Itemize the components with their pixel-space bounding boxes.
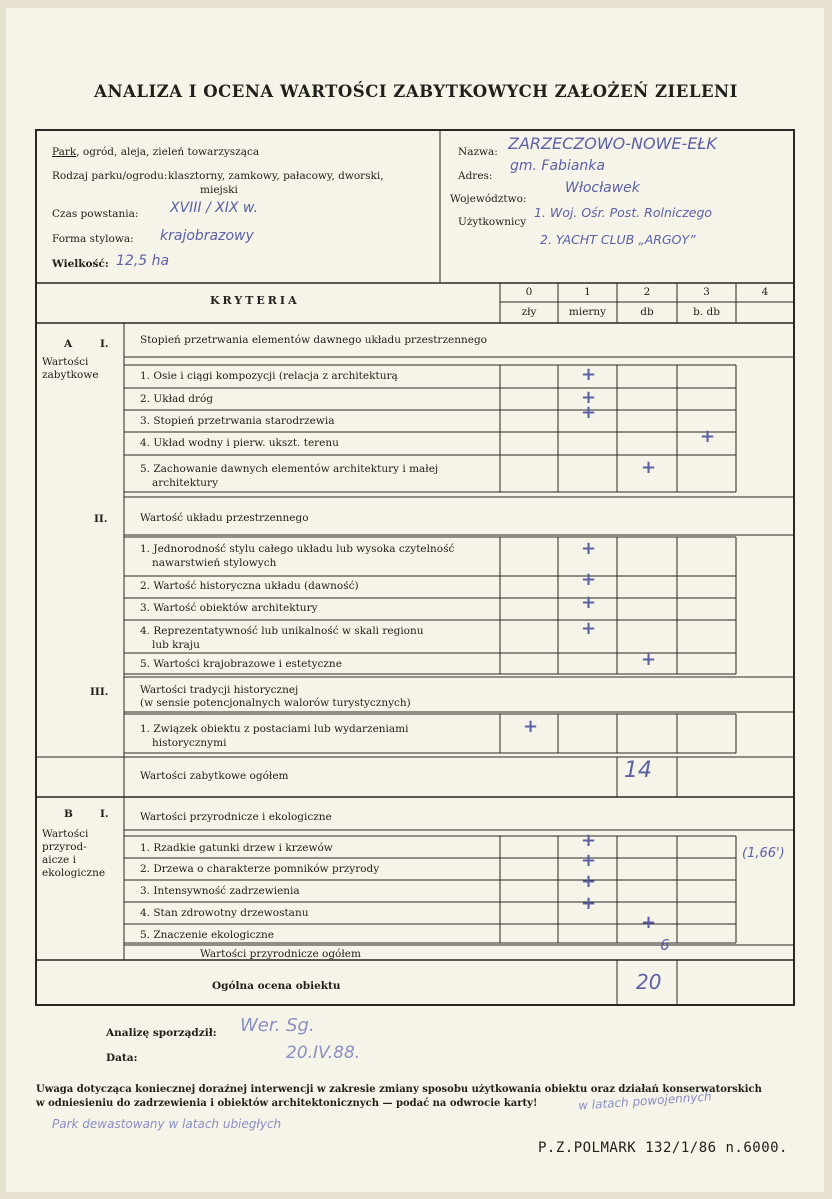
form-title: ANALIZA I OCENA WARTOŚCI ZABYTKOWYCH ZAŁOŻEŃ ZIELENI	[94, 82, 738, 101]
col-2-label: db	[640, 306, 654, 318]
mark-a-ii-1: +	[581, 538, 597, 559]
section-b-name-2: przyrod-	[42, 841, 87, 853]
uwaga-line-1: Uwaga dotycząca koniecznej doraźnej interwencji w zakresie zmiany sposobu użytkowania obiektu oraz działań konserwatorskich	[36, 1084, 762, 1095]
group-b-i: Wartości przyrodnicze i ekologiczne	[140, 811, 332, 823]
czas-value: XVIII / XIX w.	[170, 200, 258, 216]
section-a-name-1: Wartości	[42, 356, 89, 368]
row-a-i-5: 5. Zachowanie dawnych elementów architektury i małej	[140, 463, 439, 475]
mark-b-5: +	[641, 912, 657, 933]
row-a-ii-4b: lub kraju	[152, 639, 200, 651]
overall-value: 20	[636, 970, 662, 994]
col-3-label: b. db	[693, 306, 720, 318]
print-code: P.Z.POLMARK 132/1/86 n.6000.	[537, 1140, 788, 1156]
row-b-2: 2. Drzewa o charakterze pomników przyrody	[140, 863, 380, 875]
row-b-4: 4. Stan zdrowotny drzewostanu	[140, 907, 309, 919]
nazwa-label: Nazwa:	[458, 146, 498, 158]
adres-value: gm. Fabianka	[510, 158, 605, 174]
row-a-ii-1a: 1. Jednorodność stylu całego układu lub wysoka czytelność	[140, 543, 455, 555]
adres-label: Adres:	[458, 170, 493, 182]
mark-a-i-3: +	[581, 402, 597, 423]
nazwa-value: ZARZECZOWO-NOWE-EŁK	[508, 134, 717, 153]
mark-a-ii-3: +	[581, 592, 597, 613]
total-a-value: 14	[624, 758, 652, 783]
uzytkownicy-value-1: 1. Woj. Ośr. Post. Rolniczego	[534, 205, 713, 220]
row-a-iii-1a: 1. Związek obiektu z postaciami lub wydarzeniami	[140, 723, 409, 735]
total-b-value: 6	[660, 936, 670, 954]
mark-a-ii-5: +	[641, 649, 657, 670]
section-b-name-4: ekologiczne	[42, 867, 106, 879]
uzytkownicy-label: Użytkownicy	[458, 216, 527, 228]
section-b-letter: B	[64, 808, 73, 820]
uwaga-line-2: w odniesieniu do zadrzewienia i obiektów architektonicznych — podać na odwrocie karty!	[36, 1098, 538, 1109]
mark-a-i-4: +	[700, 426, 716, 447]
wielkosc-label: Wielkość:	[52, 258, 109, 270]
group-a-ii: Wartość układu przestrzennego	[140, 512, 309, 524]
wielkosc-value: 12,5 ha	[116, 253, 170, 269]
section-b-name-3: aicze i	[42, 854, 76, 866]
park-type-line: Park, ogród, aleja, zieleń towarzysząca	[52, 146, 260, 158]
row-a-ii-5: 5. Wartości krajobrazowe i estetyczne	[140, 658, 342, 670]
row-b-1: 1. Rzadkie gatunki drzew i krzewów	[140, 842, 333, 854]
col-2-num: 2	[643, 286, 651, 298]
col-3-num: 3	[703, 286, 710, 298]
overall-label: Ogólna ocena obiektu	[212, 980, 341, 992]
section-a-letter: A	[64, 338, 73, 350]
row-a-ii-4a: 4. Reprezentatywność lub unikalność w skali regionu	[140, 625, 424, 637]
mark-b-4: +	[581, 893, 597, 914]
analiza-signature: Wer. Sg.	[240, 1015, 315, 1036]
mark-a-ii-4: +	[581, 618, 597, 639]
kryteria-header: KRYTERIA	[210, 294, 300, 307]
rodzaj-value-2: miejski	[200, 184, 238, 196]
wojewodztwo-value: Włocławek	[565, 180, 640, 196]
row-a-i-3: 3. Stopień przetrwania starodrzewia	[140, 415, 335, 427]
czas-label: Czas powstania:	[52, 208, 139, 220]
total-a-label: Wartości zabytkowe ogółem	[140, 770, 289, 782]
section-a-roman-1: I.	[100, 338, 109, 350]
row-b-5: 5. Znaczenie ekologiczne	[140, 929, 275, 941]
col-4-num: 4	[761, 286, 769, 298]
col-0-label: zły	[521, 306, 537, 318]
row-b-3: 3. Intensywność zadrzewienia	[140, 885, 300, 897]
wojewodztwo-label: Województwo:	[450, 193, 527, 205]
section-a-roman-3: III.	[90, 686, 109, 698]
mark-b-1: +	[581, 830, 597, 851]
hand-note-2: Park dewastowany w latach ubiegłych	[52, 1117, 282, 1131]
row-a-ii-2: 2. Wartość historyczna układu (dawność)	[140, 580, 359, 592]
side-note: (1,66')	[742, 846, 785, 861]
group-a-iii-a: Wartości tradycji historycznej	[140, 684, 299, 696]
mark-a-iii-1: +	[523, 716, 539, 737]
row-a-i-2: 2. Układ dróg	[140, 393, 214, 405]
forma-value: krajobrazowy	[160, 228, 254, 244]
row-a-ii-1b: nawarstwień stylowych	[152, 557, 277, 569]
row-a-i-4: 4. Układ wodny i pierw. ukszt. terenu	[140, 437, 339, 449]
mark-b-3: +	[581, 871, 597, 892]
hand-note-1: w latach powojennych	[577, 1089, 713, 1113]
data-label: Data:	[106, 1052, 138, 1064]
section-b-roman-1: I.	[100, 808, 109, 820]
mark-b-2: +	[581, 850, 597, 871]
col-1-label: mierny	[568, 306, 607, 318]
mark-a-ii-2: +	[581, 569, 597, 590]
section-a-name-2: zabytkowe	[42, 369, 99, 381]
analiza-label: Analizę sporządził:	[106, 1027, 217, 1039]
row-a-ii-3: 3. Wartość obiektów architektury	[140, 602, 318, 614]
group-a-iii-b: (w sensie potencjonalnych walorów turystycznych)	[140, 697, 411, 709]
group-a-i: Stopień przetrwania elementów dawnego układu przestrzennego	[140, 334, 487, 346]
rodzaj-label: Rodzaj parku/ogrodu:	[52, 170, 168, 182]
row-a-iii-1b: historycznymi	[152, 737, 227, 749]
uzytkownicy-value-2: 2. YACHT CLUB „ARGOY”	[540, 232, 696, 247]
forma-label: Forma stylowa:	[52, 233, 134, 245]
row-a-i-1: 1. Osie i ciągi kompozycji (relacja z architekturą	[140, 370, 398, 382]
col-1-num: 1	[584, 286, 591, 298]
section-b-name-1: Wartości	[42, 828, 89, 840]
total-b-label: Wartości przyrodnicze ogółem	[200, 948, 361, 960]
rodzaj-value-1: klasztorny, zamkowy, pałacowy, dworski,	[168, 170, 384, 182]
row-a-i-5-cont: architektury	[152, 477, 219, 489]
data-value: 20.IV.88.	[286, 1043, 361, 1063]
mark-a-i-1: +	[581, 364, 597, 385]
section-a-roman-2: II.	[94, 513, 108, 525]
mark-a-i-5: +	[641, 457, 657, 478]
mark-a-i-2: +	[581, 387, 597, 408]
col-0-num: 0	[525, 286, 533, 298]
